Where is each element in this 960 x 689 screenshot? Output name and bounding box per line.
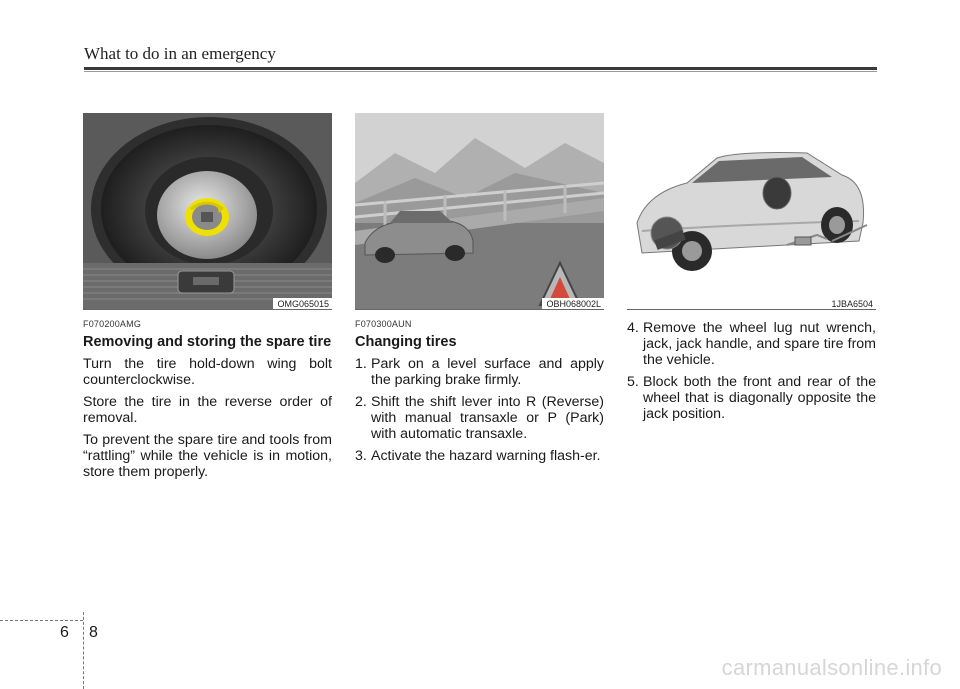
paragraph-1: Turn the tire hold-down wing bolt counterclockwise. bbox=[83, 356, 332, 388]
step-3 bbox=[355, 448, 604, 464]
section-code: F070300AUN bbox=[355, 319, 412, 329]
paragraph-3: To prevent the spare tire and tools from “rattling” while the vehicle is in motion, store them properly. bbox=[83, 432, 332, 480]
section-heading: Changing tires bbox=[355, 334, 457, 350]
page-number: 8 bbox=[89, 624, 98, 641]
step-5 bbox=[627, 374, 876, 422]
paragraph-2: Store the tire in the reverse order of removal. bbox=[83, 394, 332, 426]
header-rule-thin bbox=[84, 71, 877, 72]
section-number: 6 bbox=[60, 624, 69, 641]
page-header-title: What to do in an emergency bbox=[84, 44, 276, 63]
column-spare-tire bbox=[83, 113, 332, 486]
roadside-illustration bbox=[355, 113, 604, 309]
footer-rule bbox=[0, 620, 83, 621]
step-4 bbox=[627, 320, 876, 368]
figure-code: OBH068002L bbox=[542, 298, 604, 309]
step-number: 1. bbox=[355, 356, 367, 372]
header-rule bbox=[84, 67, 877, 70]
step-number: 3. bbox=[355, 448, 367, 464]
step-text: Shift the shift lever into R (Reverse) with manual transaxle or P (Park) with automatic transaxle. bbox=[371, 394, 604, 442]
step-text: Activate the hazard warning flash-er. bbox=[371, 448, 601, 464]
figure-code: 1JBA6504 bbox=[827, 298, 876, 309]
column-jack-tools bbox=[627, 113, 876, 428]
section-heading: Removing and storing the spare tire bbox=[83, 334, 332, 350]
car-illustration bbox=[627, 113, 876, 309]
step-text: Block both the front and rear of the wheel that is diagonally opposite the jack position. bbox=[643, 374, 876, 422]
spare-tire-figure bbox=[83, 113, 332, 309]
step-2 bbox=[355, 394, 604, 442]
car-tools-figure bbox=[627, 113, 876, 309]
section-code: F070200AMG bbox=[83, 319, 142, 329]
page-number-divider bbox=[83, 612, 84, 689]
step-text: Remove the wheel lug nut wrench, jack, jack handle, and spare tire from the vehicle. bbox=[643, 320, 876, 368]
hazard-figure bbox=[355, 113, 604, 309]
step-1 bbox=[355, 356, 604, 388]
figure-code: OMG065015 bbox=[273, 298, 332, 309]
figure-rule bbox=[83, 309, 332, 310]
column-changing-tires bbox=[355, 113, 604, 470]
step-number: 2. bbox=[355, 394, 367, 410]
spare-tire-illustration bbox=[83, 113, 332, 309]
step-number: 4. bbox=[627, 320, 639, 336]
step-text: Park on a level surface and apply the parking brake firmly. bbox=[371, 356, 604, 388]
watermark-text: carmanualsonline.info bbox=[721, 655, 942, 680]
figure-rule bbox=[355, 309, 604, 310]
step-number: 5. bbox=[627, 374, 639, 390]
